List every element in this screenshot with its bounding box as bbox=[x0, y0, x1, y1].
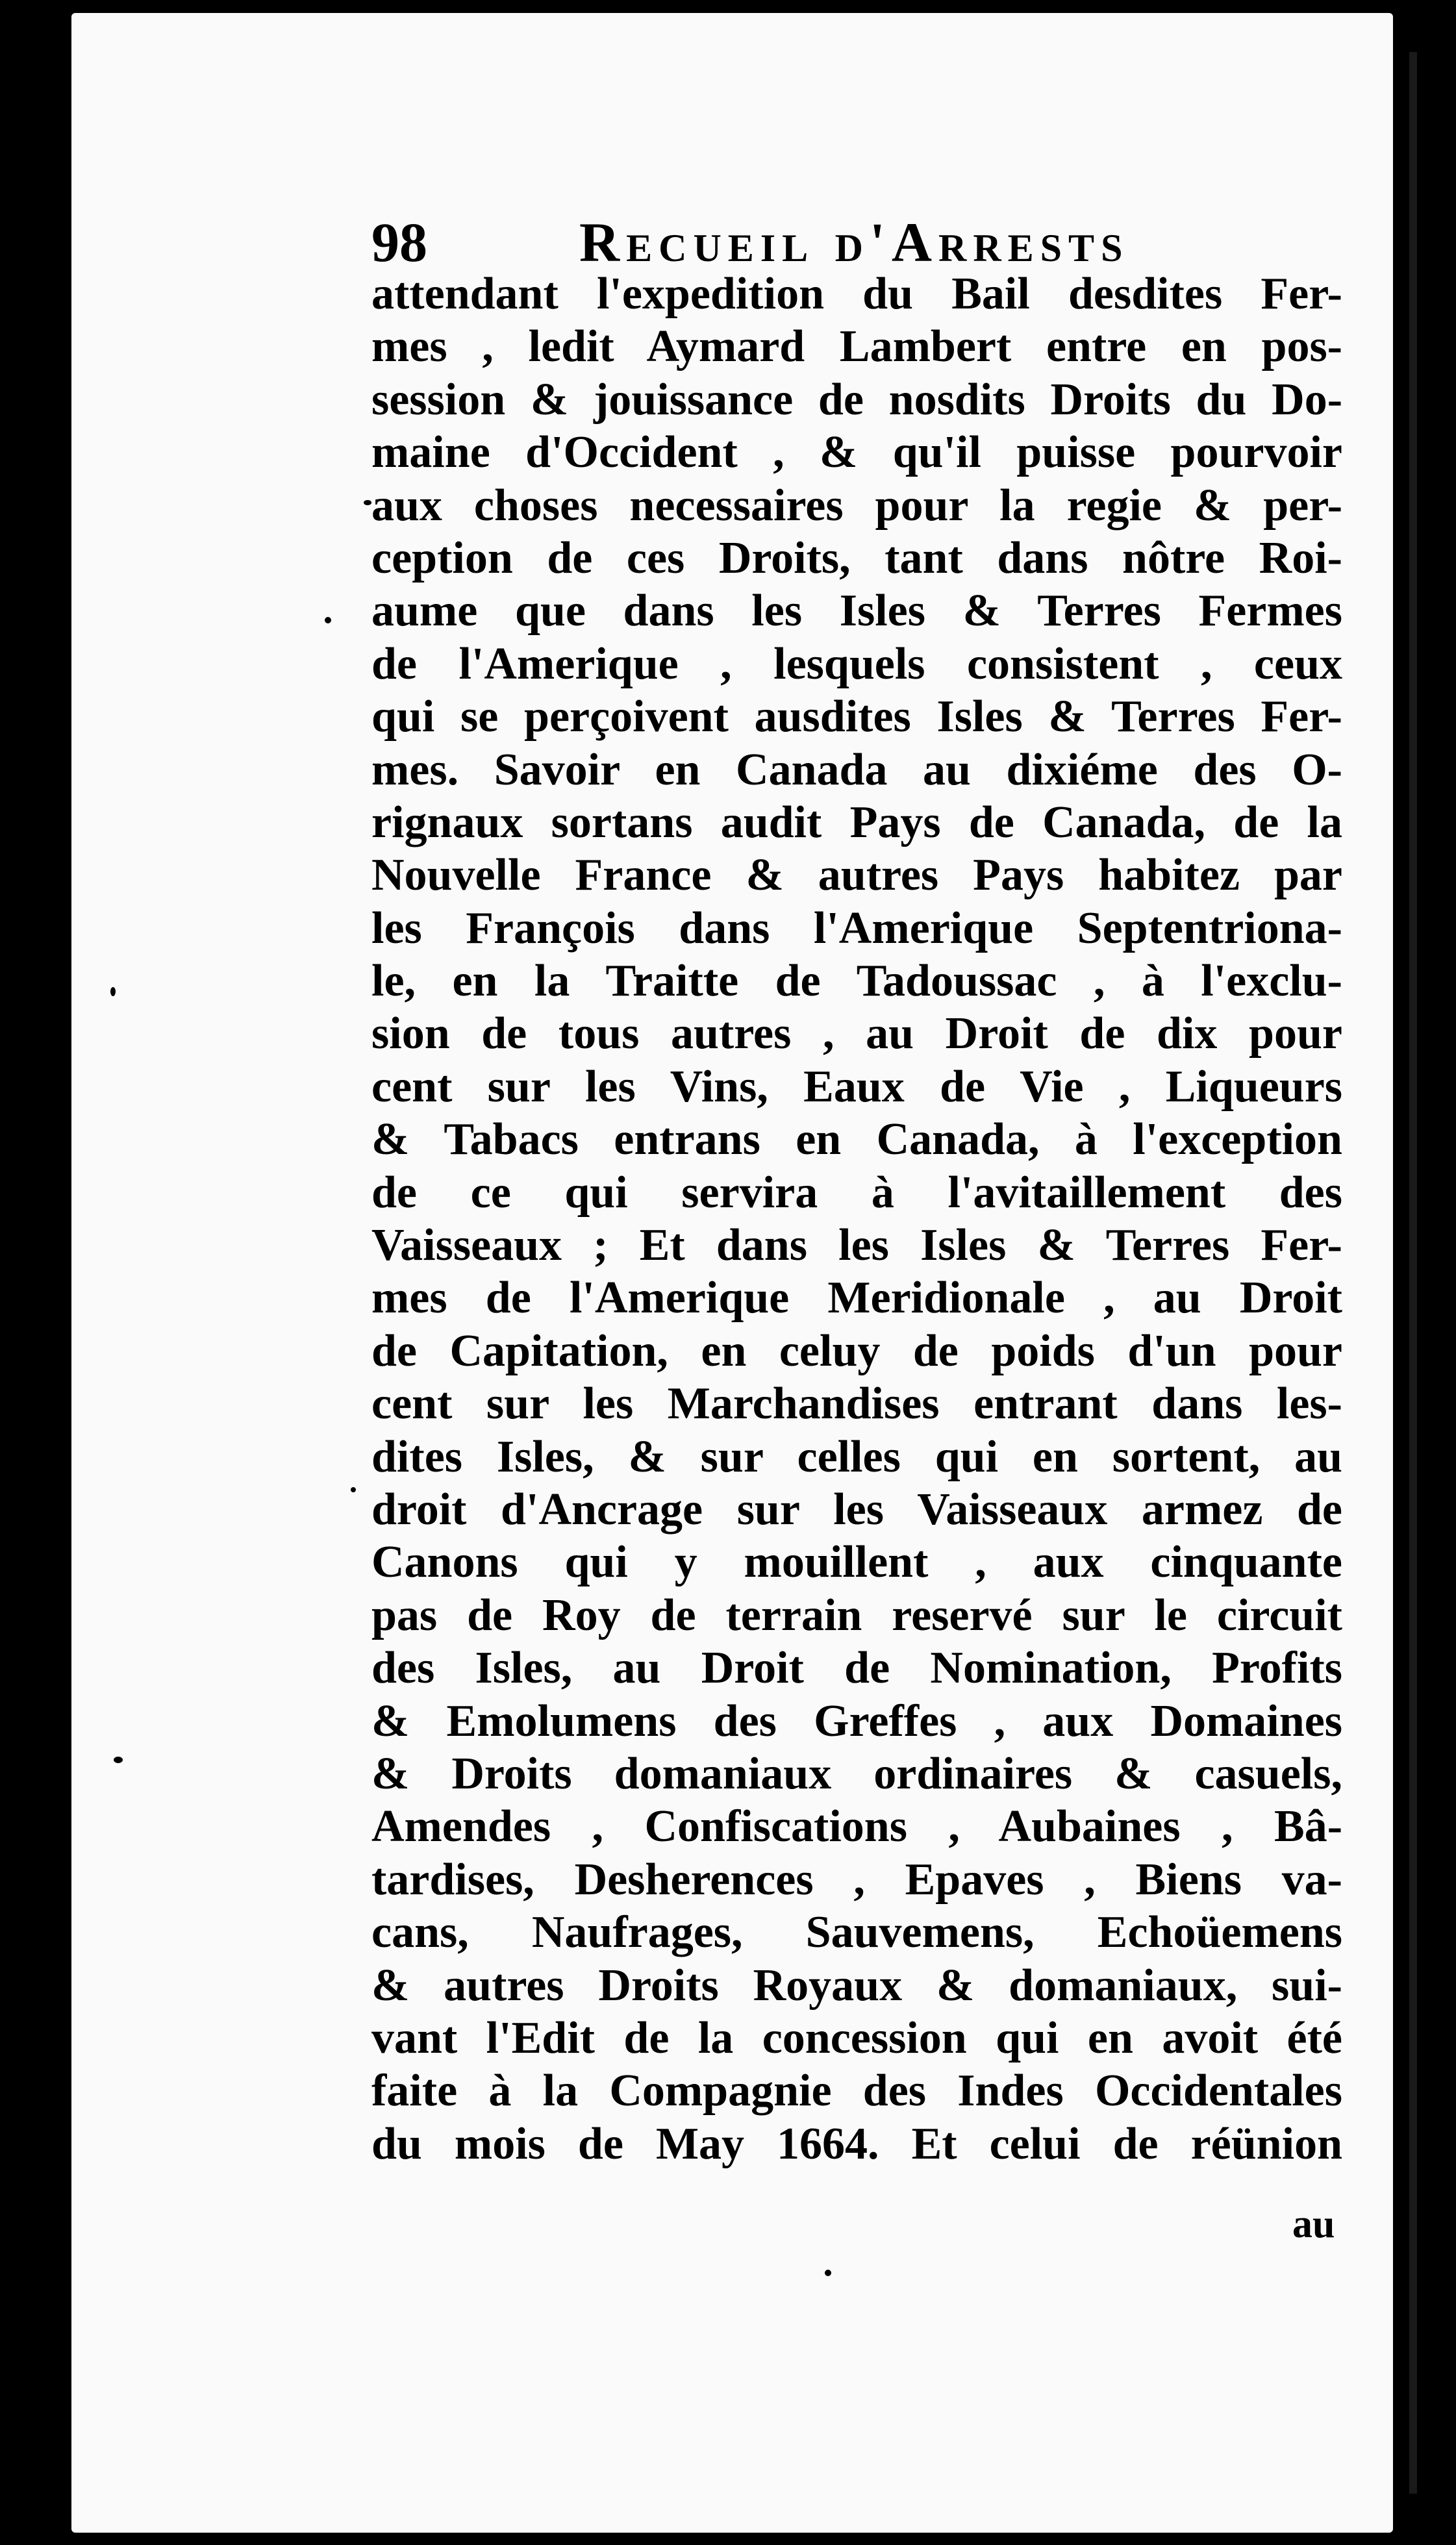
text-line: & Droits domaniaux ordinaires & casuels, bbox=[371, 1748, 1342, 1799]
scan-left-border bbox=[0, 0, 71, 2545]
text-line: vant l'Edit de la concession qui en avoit été bbox=[371, 2012, 1342, 2063]
scan-speck bbox=[114, 1757, 123, 1763]
scan-speck bbox=[110, 987, 116, 996]
text-line: aux choses necessaires pour la regie & per- bbox=[371, 480, 1342, 531]
text-line: rignaux sortans audit Pays de Canada, de la bbox=[371, 797, 1342, 847]
scan-right-border bbox=[1393, 0, 1456, 2545]
running-title: Recueil d'Arrests bbox=[579, 211, 1129, 273]
text-line: & autres Droits Royaux & domaniaux, sui- bbox=[371, 1960, 1342, 2011]
text-line: mes de l'Amerique Meridionale , au Droit bbox=[371, 1273, 1342, 1323]
text-line: de Capitation, en celuy de poids d'un pour bbox=[371, 1325, 1342, 1376]
text-line: & Tabacs entrans en Canada, à l'exception bbox=[371, 1114, 1342, 1165]
catchword: au bbox=[1292, 2202, 1335, 2246]
text-line: pas de Roy de terrain reservé sur le circuit bbox=[371, 1590, 1342, 1640]
text-line: dites Isles, & sur celles qui en sortent, au bbox=[371, 1431, 1342, 1482]
text-line: session & jouissance de nosdits Droits du Do- bbox=[371, 374, 1342, 425]
text-line: de ce qui servira à l'avitaillement des bbox=[371, 1167, 1342, 1218]
text-line: tardises, Desherences , Epaves , Biens va- bbox=[371, 1854, 1342, 1905]
text-line: du mois de May 1664. Et celui de réünion bbox=[371, 2118, 1342, 2169]
text-line: maine d'Occident , & qu'il puisse pourvoir bbox=[371, 427, 1342, 478]
text-line: les François dans l'Amerique Septentriona- bbox=[371, 903, 1342, 953]
text-line: de l'Amerique , lesquels consistent , ceux bbox=[371, 638, 1342, 689]
text-line: Vaisseaux ; Et dans les Isles & Terres Fer- bbox=[371, 1220, 1342, 1271]
text-line: faite à la Compagnie des Indes Occidentales bbox=[371, 2066, 1342, 2116]
body-text bbox=[371, 268, 1342, 2170]
text-line: cans, Naufrages, Sauvemens, Echoüemens bbox=[371, 1907, 1342, 1958]
text-line: qui se perçoivent ausdites Isles & Terres Fer- bbox=[371, 692, 1342, 742]
text-line: droit d'Ancrage sur les Vaisseaux armez de bbox=[371, 1484, 1342, 1535]
text-line: & Emolumens des Greffes , aux Domaines bbox=[371, 1696, 1342, 1746]
text-line: Nouvelle France & autres Pays habitez par bbox=[371, 850, 1342, 901]
text-line: mes. Savoir en Canada au dixiéme des O- bbox=[371, 744, 1342, 795]
text-line: attendant l'expedition du Bail desdites Fer- bbox=[371, 269, 1342, 319]
scan-speck bbox=[364, 500, 371, 505]
text-line: Canons qui y mouillent , aux cinquante bbox=[371, 1537, 1342, 1588]
text-line: mes , ledit Aymard Lambert entre en pos- bbox=[371, 321, 1342, 372]
text-line: Amendes , Confiscations , Aubaines , Bâ- bbox=[371, 1801, 1342, 1852]
text-line: cent sur les Vins, Eaux de Vie , Liqueurs bbox=[371, 1061, 1342, 1112]
page-fore-edge bbox=[1409, 52, 1417, 2494]
text-line: des Isles, au Droit de Nomination, Profits bbox=[371, 1643, 1342, 1694]
text-line: le, en la Traitte de Tadoussac , à l'exclu- bbox=[371, 956, 1342, 1007]
page-number: 98 bbox=[371, 211, 427, 273]
text-line: sion de tous autres , au Droit de dix pour bbox=[371, 1009, 1342, 1059]
scan-speck bbox=[325, 617, 331, 623]
scan-speck bbox=[351, 1487, 356, 1492]
scan-speck bbox=[825, 2270, 831, 2276]
text-line: cent sur les Marchandises entrant dans les- bbox=[371, 1379, 1342, 1429]
text-line: aume que dans les Isles & Terres Fermes bbox=[371, 586, 1342, 636]
text-line: ception de ces Droits, tant dans nôtre Roi- bbox=[371, 533, 1342, 583]
